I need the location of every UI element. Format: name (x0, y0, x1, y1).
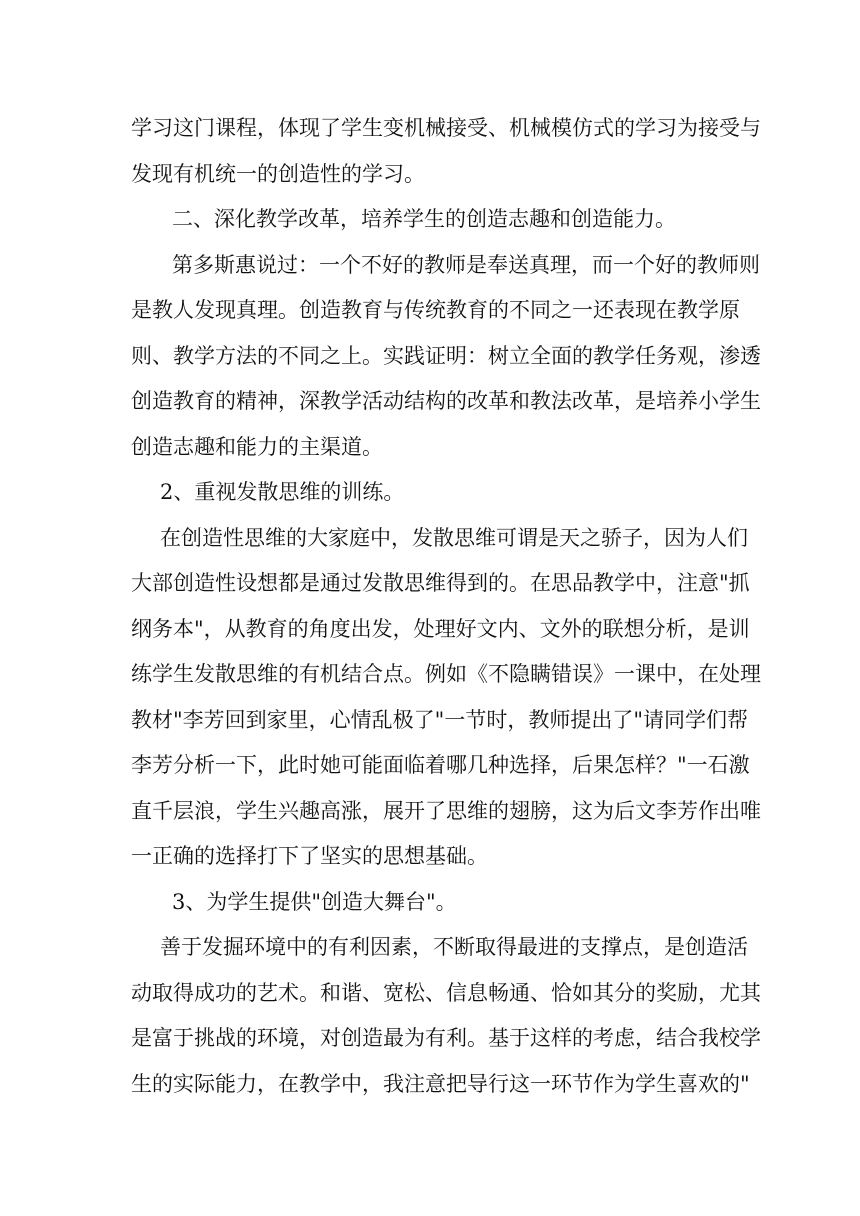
text-line: 创造志趣和能力的主渠道。 (131, 435, 383, 459)
text-line: 动取得成功的艺术。和谐、宽松、信息畅通、恰如其分的奖励，尤其 (131, 981, 761, 1005)
subsection-heading: 3、为学生提供"创造大舞台"。 (172, 890, 457, 914)
text-line: 学习这门课程，体现了学生变机械接受、机械模仿式的学习为接受与 (131, 116, 761, 140)
text-line: 直千层浪，学生兴趣高涨，展开了思维的翅膀，这为后文李芳作出唯 (131, 799, 761, 823)
text-line: 教材"李芳回到家里，心情乱极了"一节时，教师提出了"请同学们帮 (131, 708, 748, 732)
text-line: 是富于挑战的环境，对创造最为有利。基于这样的考虑，结合我校学 (131, 1026, 761, 1050)
text-line: 大部创造性设想都是通过发散思维得到的。在思品教学中，注意"抓 (131, 571, 750, 595)
text-line: 则、教学方法的不同之上。实践证明：树立全面的教学任务观，渗透 (131, 344, 761, 368)
text-line: 发现有机统一的创造性的学习。 (131, 162, 425, 186)
text-line: 是教人发现真理。创造教育与传统教育的不同之一还表现在教学原 (131, 298, 740, 322)
text-line: 一正确的选择打下了坚实的思想基础。 (131, 844, 488, 868)
text-line: 创造教育的精神，深教学活动结构的改革和教法改革，是培养小学生 (131, 389, 761, 413)
section-heading: 二、深化教学改革，培养学生的创造志趣和创造能力。 (172, 207, 676, 231)
subsection-heading: 2、重视发散思维的训练。 (160, 480, 405, 504)
text-line: 在创造性思维的大家庭中，发散思维可谓是天之骄子，因为人们 (160, 526, 748, 550)
text-line: 纲务本"，从教育的角度出发，处理好文内、文外的联想分析，是训 (131, 617, 750, 641)
text-line: 第多斯惠说过：一个不好的教师是奉送真理，而一个好的教师则 (172, 253, 760, 277)
text-line: 生的实际能力，在教学中，我注意把导行这一环节作为学生喜欢的" (131, 1072, 750, 1096)
text-line: 练学生发散思维的有机结合点。例如《不隐瞒错误》一课中，在处理 (131, 662, 761, 686)
text-line: 善于发掘环境中的有利因素，不断取得最进的支撑点，是创造活 (160, 935, 748, 959)
text-line: 李芳分析一下，此时她可能面临着哪几种选择，后果怎样？"一石激 (131, 753, 750, 777)
